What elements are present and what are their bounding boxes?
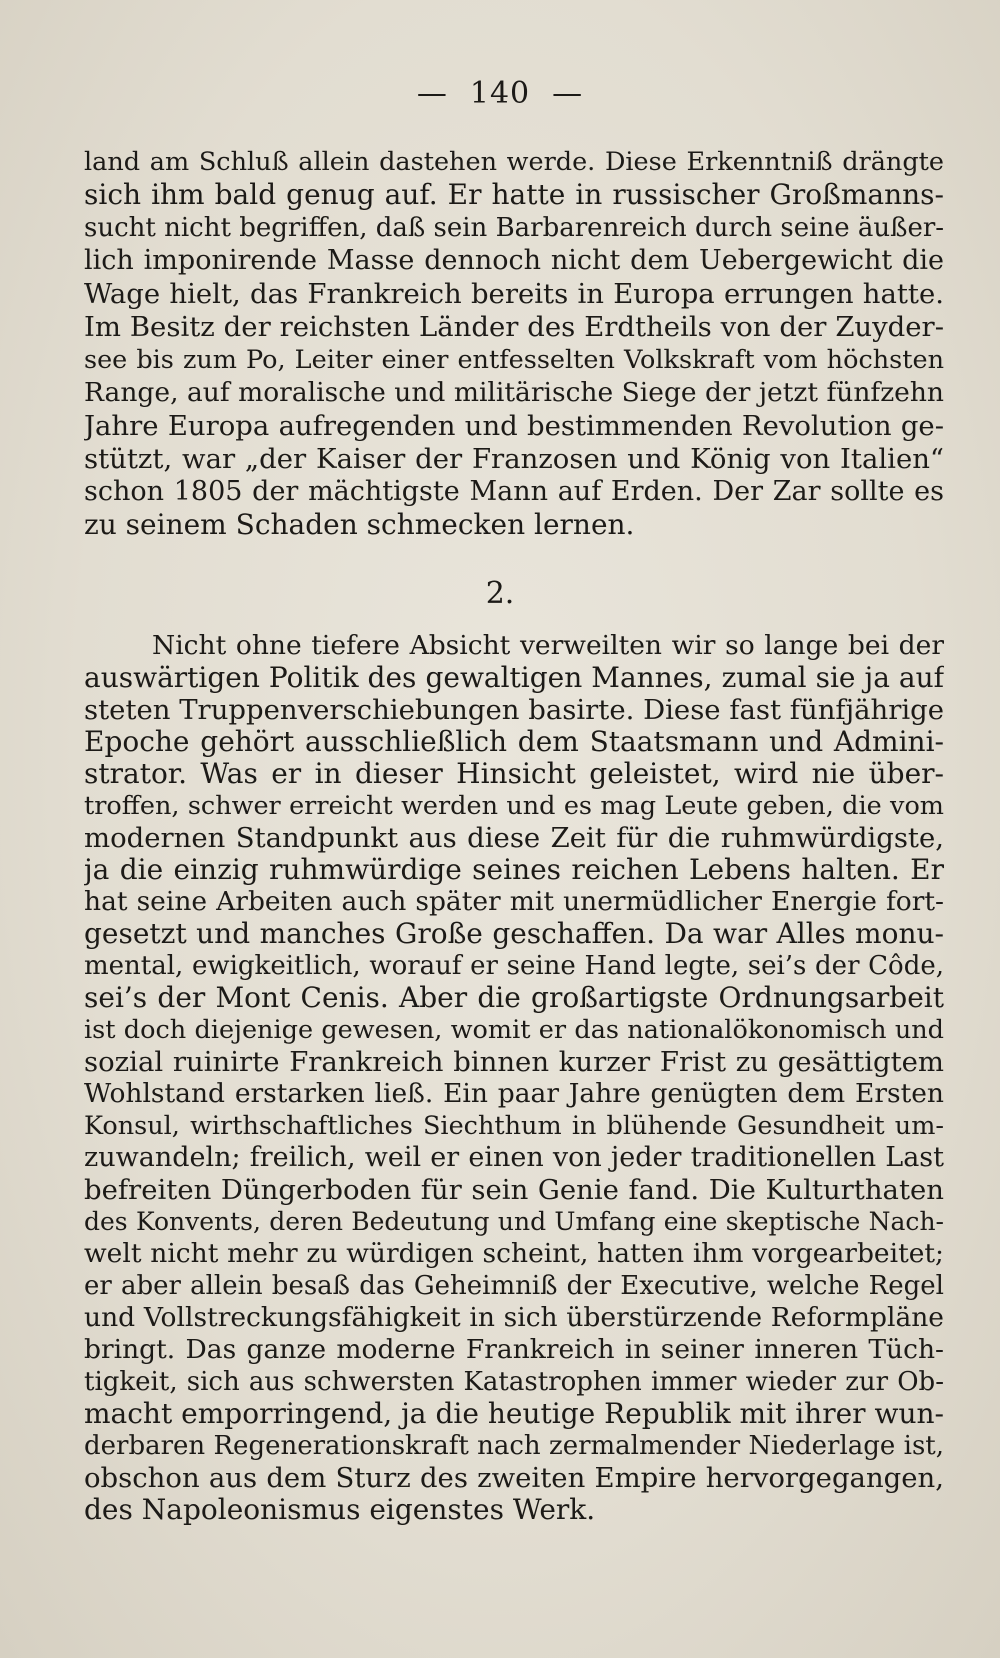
text-line: lich imponirende Masse dennoch nicht dem Uebergewicht die [84, 245, 944, 276]
text-line: see bis zum Po, Leiter einer entfesselten Volkskraft vom höchsten [84, 345, 944, 375]
text-line: befreiten Düngerboden für sein Genie fand. Die Kulturthaten [84, 1174, 944, 1206]
text-line: schon 1805 der mächtigste Mann auf Erden. Der Zar sollte es [84, 476, 944, 507]
text-line: Wohlstand erstarken ließ. Ein paar Jahre genügten dem Ersten [84, 1078, 944, 1109]
page-header [0, 76, 1000, 111]
text-line: Range, auf moralische und militärische Siege der jetzt fünfzehn [84, 377, 944, 408]
text-line: Epoche gehört ausschließlich dem Staatsmann und Admini- [84, 726, 944, 758]
page-number: 140 [469, 76, 531, 111]
text-line: sich ihm bald genug auf. Er hatte in russischer Großmanns- [84, 179, 944, 211]
text-line: modernen Standpunkt aus diese Zeit für die ruhmwürdigste, [84, 822, 944, 854]
text-line: troffen, schwer erreicht werden und es mag Leute geben, die vom [84, 791, 944, 821]
text-line: des Napoleonismus eigenstes Werk. [84, 1494, 596, 1526]
text-line: tigkeit, sich aus schwersten Katastrophen immer wieder zur Ob- [84, 1367, 944, 1397]
text-line: bringt. Das ganze moderne Frankreich in seiner inneren Tüch- [84, 1334, 944, 1365]
text-line: sozial ruinirte Frankreich binnen kurzer Frist zu gesättigtem [84, 1046, 944, 1078]
text-line: strator. Was er in dieser Hinsicht geleistet, wird nie über- [84, 758, 944, 790]
section-number: 2. [485, 576, 515, 611]
header-dash-right: — [552, 76, 584, 111]
text-line: und Vollstreckungsfähigkeit in sich überstürzende Reformpläne [84, 1302, 944, 1333]
text-line: steten Truppenverschiebungen basirte. Diese fast fünfjährige [84, 694, 944, 726]
text-line: sucht nicht begriffen, daß sein Barbarenreich durch seine äußer- [84, 213, 944, 243]
text-line: Wage hielt, das Frankreich bereits in Europa errungen hatte. [84, 278, 944, 310]
text-line: gesetzt und manches Große geschaffen. Da war Alles monu- [84, 918, 944, 950]
text-line: ja die einzig ruhmwürdige seines reichen Lebens halten. Er [84, 854, 944, 886]
text-line: zuwandeln; freilich, weil er einen von jeder traditionellen Last [84, 1142, 944, 1173]
text-line: obschon aus dem Sturz des zweiten Empire hervorgegangen, [84, 1462, 944, 1494]
text-line: sei’s der Mont Cenis. Aber die großartigste Ordnungsarbeit [84, 982, 944, 1014]
text-line: macht emporringend, ja die heutige Republik mit ihrer wun- [84, 1398, 944, 1430]
text-line: mental, ewigkeitlich, worauf er seine Hand legte, sei’s der Côde, [84, 951, 944, 981]
text-line: des Konvents, deren Bedeutung und Umfang eine skeptische Nach- [84, 1207, 944, 1236]
header-dash-left: — [416, 76, 448, 111]
text-line: derbaren Regenerationskraft nach zermalmender Niederlage ist, [84, 1431, 944, 1461]
text-line: welt nicht mehr zu würdigen scheint, hatten ihm vorgearbeitet; [84, 1238, 944, 1269]
text-line: Jahre Europa aufregenden und bestimmenden Revolution ge- [84, 410, 944, 442]
text-line: Nicht ohne tiefere Absicht verweilten wir so lange bei der [152, 630, 944, 661]
text-line: zu seinem Schaden schmecken lernen. [84, 509, 635, 541]
text-line: Konsul, wirthschaftliches Siechthum in blühende Gesundheit um- [84, 1111, 944, 1141]
text-line: stützt, war „der Kaiser der Franzosen und König von Italien“ [84, 443, 944, 475]
text-line: ist doch diejenige gewesen, womit er das nationalökonomisch und [84, 1015, 944, 1045]
text-line: Im Besitz der reichsten Länder des Erdtheils von der Zuyder- [84, 311, 944, 343]
text-line: auswärtigen Politik des gewaltigen Mannes, zumal sie ja auf [84, 662, 944, 694]
text-line: land am Schluß allein dastehen werde. Diese Erkenntniß drängte [84, 147, 944, 177]
text-line: hat seine Arbeiten auch später mit unermüdlicher Energie fort- [84, 886, 944, 917]
text-line: er aber allein besaß das Geheimniß der Executive, welche Regel [84, 1271, 944, 1301]
